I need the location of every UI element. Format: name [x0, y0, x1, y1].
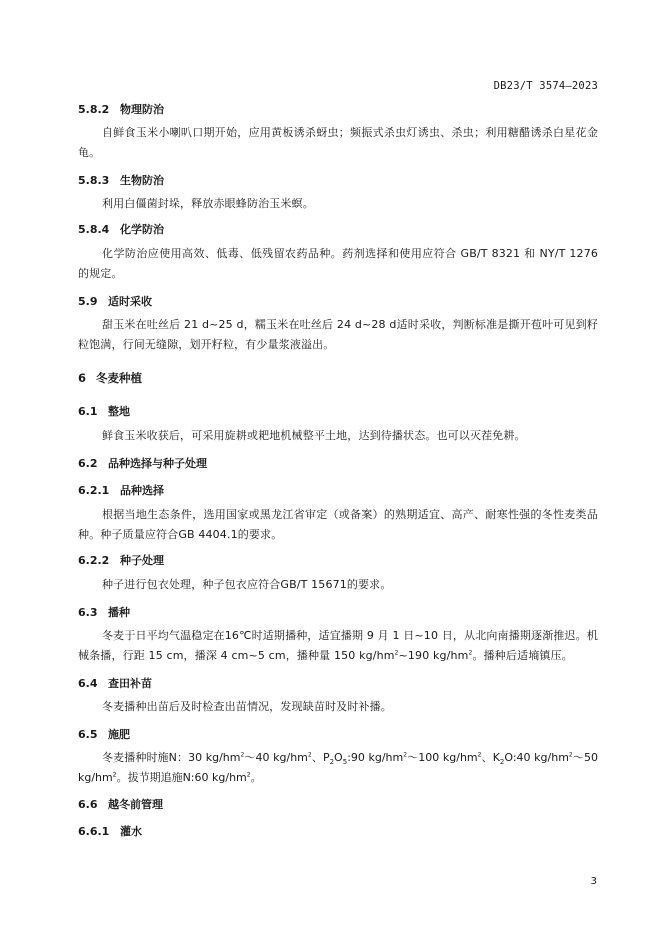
heading-6-6-1 [78, 825, 598, 839]
heading-5-9 [78, 295, 598, 309]
section-title: 化学防治 [120, 223, 164, 236]
heading-6-5 [78, 728, 598, 742]
paragraph-6-2-2: 种子进行包衣处理，种子包衣应符合GB/T 15671的要求。 [102, 578, 392, 591]
section-number: 6.1 [78, 405, 98, 418]
section-title: 施肥 [108, 728, 130, 741]
section-number: 6.2 [78, 457, 98, 470]
section-title: 查田补苗 [108, 677, 152, 690]
section-number: 5.8.2 [78, 103, 110, 116]
document-number: DB23/T 3574—2023 [493, 80, 598, 92]
heading-6-3 [78, 606, 598, 620]
section-number: 5.8.3 [78, 174, 110, 187]
section-number: 6.5 [78, 728, 98, 741]
section-number: 6.2.2 [78, 554, 110, 567]
heading-6 [78, 371, 598, 385]
paragraph-5-8-2: 自鲜食玉米小喇叭口期开始，应用黄板诱杀蚜虫；频振式杀虫灯诱虫、杀虫；利用糖醋诱杀白星花金龟。 [78, 126, 598, 159]
heading-6-6 [78, 798, 598, 812]
section-title: 越冬前管理 [108, 798, 163, 811]
section-number: 5.8.4 [78, 223, 110, 236]
paragraph-5-8-3: 利用白僵菌封垛，释放赤眼蜂防治玉米螟。 [102, 197, 314, 210]
section-title: 品种选择与种子处理 [108, 457, 207, 470]
section-title: 灌水 [120, 825, 142, 838]
heading-5-8-3 [78, 174, 598, 188]
section-number: 6.6.1 [78, 825, 110, 838]
heading-6-2-1 [78, 484, 598, 498]
section-title: 冬麦种植 [96, 371, 142, 385]
section-title: 种子处理 [120, 554, 164, 567]
heading-6-4 [78, 677, 598, 691]
paragraph-6-3: 冬麦于日平均气温稳定在16℃时适期播种，适宜播期 9 月 1 日~10 日，从北向南播期逐渐推迟。机械条播，行距 15 cm，播深 4 cm~5 cm，播种量 150 $kg/hm^2\sim 190$ $kg/hm^2$。播种后适墒镇压。 [78, 629, 598, 662]
heading-5-8-2 [78, 103, 598, 117]
paragraph-6-5: 冬麦播种时施N：30 $kg/hm^2\sim 40$ $kg/hm^2$、$P_2O_5:90$ $kg/hm^2\sim 100$ $kg/hm^2$、$K_2O:40$ $kg/hm^2\sim 50$ $kg/hm^2$。拔节期追施N:60 $kg/hm^2$。 [78, 751, 598, 784]
heading-5-8-4 [78, 223, 598, 237]
section-title: 物理防治 [120, 103, 164, 116]
heading-6-1 [78, 405, 598, 419]
section-number: 6.6 [78, 798, 98, 811]
section-number: 6.3 [78, 606, 98, 619]
section-number: 6 [78, 371, 87, 385]
paragraph-5-8-4: 化学防治应使用高效、低毒、低残留农药品种。药剂选择和使用应符合 GB/T 8321 和 NY/T 1276 的规定。 [78, 247, 598, 280]
section-title: 播种 [108, 606, 130, 619]
section-number: 5.9 [78, 295, 98, 308]
paragraph-6-1: 鲜食玉米收获后，可采用旋耕或耙地机械整平土地，达到待播状态。也可以灭茬免耕。 [102, 429, 526, 442]
section-title: 品种选择 [120, 484, 164, 497]
section-number: 6.4 [78, 677, 98, 690]
section-title: 整地 [108, 405, 130, 418]
heading-6-2-2 [78, 554, 598, 568]
section-title: 适时采收 [108, 295, 152, 308]
page-number: 3 [590, 876, 597, 887]
paragraph-6-2-1: 根据当地生态条件，选用国家或黑龙江省审定（或备案）的熟期适宜、高产、耐寒性强的冬性麦类品种。种子质量应符合GB 4404.1的要求。 [78, 508, 598, 541]
paragraph-5-9: 甜玉米在吐丝后 21 d~25 d，糯玉米在吐丝后 24 d~28 d适时采收，判断标准是撕开苞叶可见到籽粒饱满，行间无缝隙，划开籽粒，有少量浆液溢出。 [78, 318, 598, 351]
section-number: 6.2.1 [78, 484, 110, 497]
heading-6-2 [78, 457, 598, 471]
section-title: 生物防治 [120, 174, 164, 187]
paragraph-6-4: 冬麦播种出苗后及时检查出苗情况，发现缺苗时及时补播。 [102, 700, 392, 713]
